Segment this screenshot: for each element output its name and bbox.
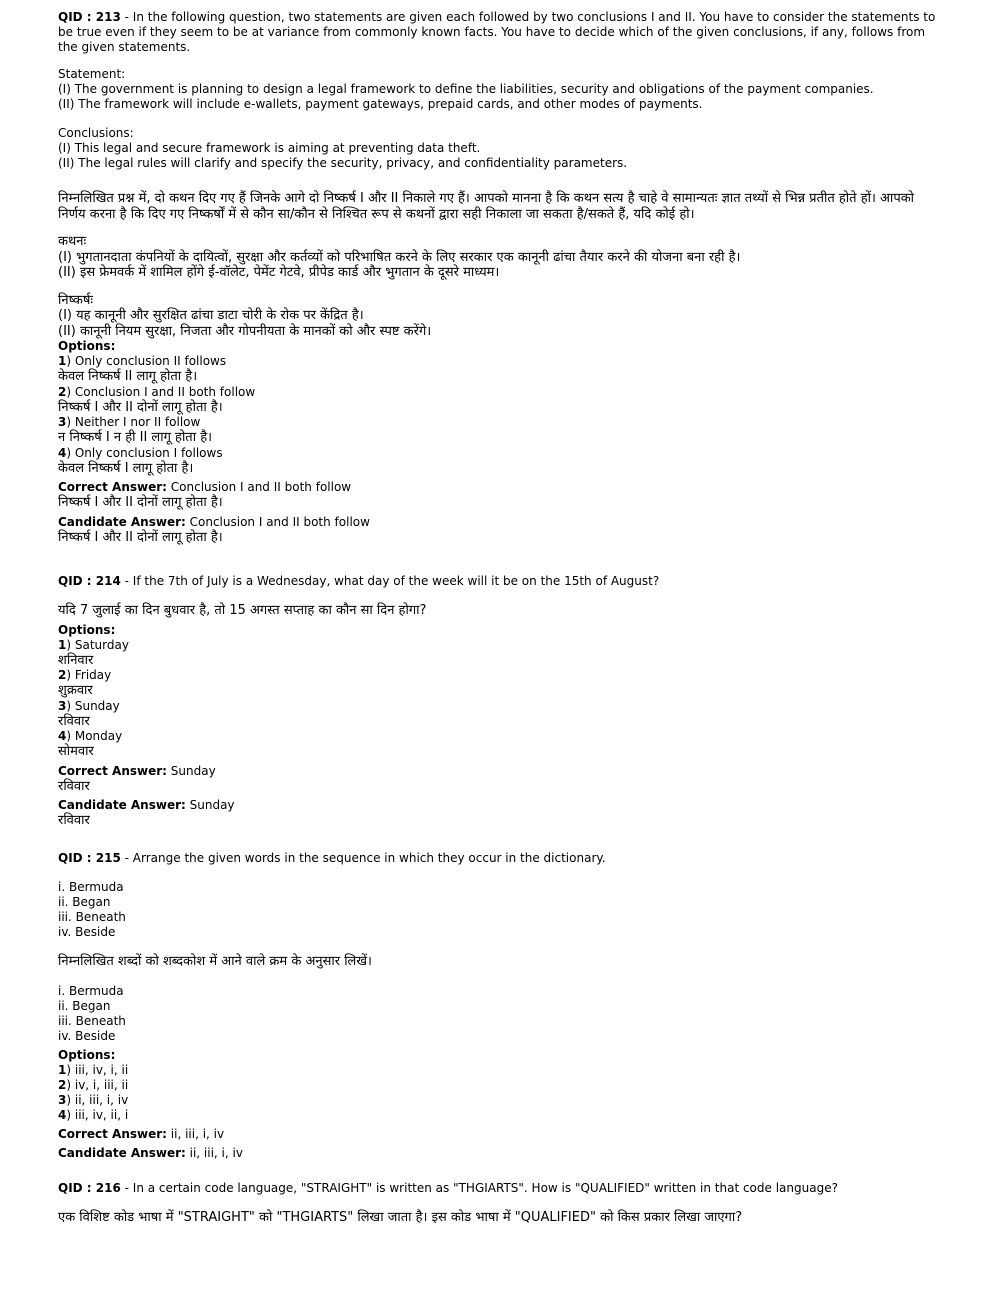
options-list [58, 1063, 938, 1123]
correct-answer-label: Correct Answer: [58, 1126, 167, 1141]
options-label: Options: [58, 339, 116, 353]
candidate-answer-value: Sunday [185, 798, 235, 812]
options-list [58, 638, 938, 760]
word-item: iv. Beside [58, 1028, 116, 1043]
option-4-hi: सोमवार [58, 744, 94, 759]
conclusion-1: (I) This legal and secure framework is aiming at preventing data theft. [58, 141, 481, 155]
candidate-answer-value: ii, iii, i, iv [185, 1145, 243, 1160]
option-text: ) iii, iv, ii, i [66, 1107, 129, 1122]
question-stem-en [58, 1181, 938, 1196]
correct-answer [58, 480, 938, 495]
word-item: iv. Beside [58, 925, 116, 939]
question-216 [58, 1181, 938, 1226]
option-3 [58, 1093, 938, 1108]
candidate-answer [58, 1146, 938, 1161]
correct-answer [58, 764, 938, 779]
option-text: ) Neither I nor II follow [66, 415, 201, 429]
option-number: 2 [58, 668, 67, 682]
correct-answer-label: Correct Answer: [58, 763, 167, 778]
question-214 [58, 574, 938, 829]
option-text: ) Saturday [66, 637, 129, 652]
question-stem-hi: एक विशिष्ट कोड भाषा में "STRAIGHT" को "THGIARTS" लिखा जाता है। इस कोड भाषा में "QUALIFIED" को किस प्रकार लिखा जाएगा? [58, 1210, 743, 1225]
word-item: iii. Beneath [58, 1013, 126, 1028]
option-number: 4 [58, 1107, 67, 1122]
option-2 [58, 1078, 938, 1093]
option-1 [58, 638, 938, 653]
question-stem-hi: यदि 7 जुलाई का दिन बुधवार है, तो 15 अगस्त सप्ताह का कौन सा दिन होगा? [58, 603, 427, 618]
word-item: iii. Beneath [58, 910, 126, 924]
question-stem-hi: निम्नलिखित प्रश्न में, दो कथन दिए गए हैं जिनके आगे दो निष्कर्ष I और II निकाले गए हैं। आपको मानना है कि कथन सत्य है चाहे वे सामान्यतः ज्ञात तथ्यों से भिन्न प्रतीत होते हों। आपको निर्णय करना है कि दिए गए निष्कर्षों में से कौन सा/कौन से निश्चित रूप से कथनों द्वारा सही निकाला जा सकता है/सकते हैं, यदि कोई हो। [58, 191, 919, 222]
qid-label: QID : 216 [58, 1181, 121, 1195]
candidate-answer-value: Conclusion I and II both follow [185, 514, 370, 529]
correct-answer-label: Correct Answer: [58, 480, 167, 494]
word-item: i. Bermuda [58, 880, 124, 894]
candidate-answer-hi: रविवार [58, 813, 90, 828]
qid-label: QID : 215 [58, 851, 121, 865]
option-1 [58, 354, 938, 369]
option-4 [58, 729, 938, 744]
conclusions-label-hi: निष्कर्षः [58, 292, 94, 308]
option-number: 3 [58, 698, 67, 713]
word-list-en [58, 880, 938, 940]
option-2-hi: शुक्रवार [58, 683, 93, 698]
option-4 [58, 1108, 938, 1123]
word-item: ii. Began [58, 998, 111, 1013]
options-list [58, 354, 938, 476]
correct-answer-value: ii, iii, i, iv [166, 1126, 225, 1141]
option-text: ) Monday [66, 729, 123, 743]
word-item: ii. Began [58, 895, 111, 909]
correct-answer-hi: रविवार [58, 778, 90, 794]
word-list-hi [58, 984, 938, 1044]
option-number: 2 [58, 384, 67, 399]
candidate-answer-label: Candidate Answer: [58, 514, 186, 529]
option-text: ) ii, iii, i, iv [66, 1092, 129, 1107]
question-215 [58, 851, 938, 1161]
statement-2: (II) The framework will include e-wallets, payment gateways, prepaid cards, and other modes of payments. [58, 97, 703, 111]
statement-label-hi: कथनः [58, 234, 87, 249]
option-text: ) Only conclusion I follows [66, 445, 223, 460]
conclusion-2-hi: (II) कानूनी नियम सुरक्षा, निजता और गोपनीयता के मानकों को और स्पष्ट करेंगे। [58, 323, 432, 339]
option-text: ) Only conclusion II follows [66, 354, 227, 368]
candidate-answer [58, 798, 938, 813]
option-number: 3 [58, 415, 67, 429]
option-2 [58, 385, 938, 400]
option-number: 1 [58, 354, 67, 368]
candidate-answer [58, 515, 938, 530]
conclusions-label: Conclusions: [58, 126, 134, 140]
option-1-hi: केवल निष्कर्ष II लागू होता है। [58, 369, 198, 384]
candidate-answer-label: Candidate Answer: [58, 1145, 186, 1160]
candidate-answer-label: Candidate Answer: [58, 798, 186, 812]
option-3-hi: न निष्कर्ष I न ही II लागू होता है। [58, 430, 213, 445]
candidate-answer-hi: निष्कर्ष I और II दोनों लागू होता है। [58, 529, 223, 545]
option-1 [58, 1063, 938, 1078]
question-stem-hi: निम्नलिखित शब्दों को शब्दकोश में आने वाले क्रम के अनुसार लिखें। [58, 954, 372, 969]
question-stem-en [58, 851, 938, 866]
option-text: ) Friday [66, 668, 112, 682]
option-text: ) iv, i, iii, ii [66, 1077, 129, 1092]
statement-1-hi: (I) भुगतानदाता कंपनियों के दायित्वों, सुरक्षा और कर्तव्यों को परिभाषित करने के लिए सरकार एक कानूनी ढांचा तैयार करने की योजना बना रही है। [58, 249, 741, 265]
statement-2-hi: (II) इस फ्रेमवर्क में शामिल होंगे ई-वॉलेट, पेमेंट गेटवे, प्रीपेड कार्ड और भुगतान के दूसरे माध्यम। [58, 265, 500, 280]
stem-text: - If the 7th of July is a Wednesday, what day of the week will it be on the 15th of August? [120, 574, 660, 588]
option-text: ) Sunday [66, 698, 120, 713]
option-4-hi: केवल निष्कर्ष I लागू होता है। [58, 460, 194, 476]
question-stem-en [58, 574, 938, 589]
conclusion-1-hi: (I) यह कानूनी और सुरक्षित ढांचा डाटा चोरी के रोक पर केंद्रित है। [58, 308, 364, 323]
option-3 [58, 699, 938, 714]
question-213 [58, 10, 938, 545]
option-3 [58, 415, 938, 430]
option-text: ) iii, iv, i, ii [66, 1062, 129, 1077]
options-label: Options: [58, 1047, 116, 1062]
correct-answer [58, 1127, 938, 1142]
correct-answer-hi: निष्कर्ष I और II दोनों लागू होता है। [58, 495, 223, 510]
option-number: 4 [58, 445, 67, 460]
word-item: i. Bermuda [58, 983, 124, 998]
option-number: 3 [58, 1092, 67, 1107]
conclusion-2: (II) The legal rules will clarify and specify the security, privacy, and confidentiality parameters. [58, 156, 628, 170]
question-stem-en [58, 10, 938, 55]
statement-1: (I) The government is planning to design a legal framework to define the liabilities, security and obligations of the payment companies. [58, 82, 874, 96]
option-3-hi: रविवार [58, 713, 90, 729]
options-label: Options: [58, 622, 116, 637]
option-1-hi: शनिवार [58, 652, 94, 668]
correct-answer-value: Conclusion I and II both follow [166, 480, 352, 494]
option-number: 1 [58, 1062, 67, 1077]
option-number: 2 [58, 1077, 67, 1092]
stem-text: - In a certain code language, "STRAIGHT" is written as "THGIARTS". How is "QUALIFIED" written in that code language? [120, 1181, 838, 1195]
statement-label: Statement: [58, 67, 126, 81]
stem-text: - In the following question, two statements are given each followed by two conclusions I and II. You have to consider the statements to be true even if they seem to be at variance from commonly known facts. You have to decide which of the given conclusions, if any, follows from the given statements. [58, 10, 940, 54]
option-2 [58, 668, 938, 683]
qid-label: QID : 214 [58, 574, 121, 588]
stem-text: - Arrange the given words in the sequence in which they occur in the dictionary. [120, 851, 606, 865]
option-number: 1 [58, 637, 67, 652]
qid-label: QID : 213 [58, 10, 121, 24]
option-number: 4 [58, 729, 67, 743]
option-4 [58, 446, 938, 461]
correct-answer-value: Sunday [166, 763, 216, 778]
option-2-hi: निष्कर्ष I और II दोनों लागू होता है। [58, 399, 223, 415]
option-text: ) Conclusion I and II both follow [66, 384, 256, 399]
